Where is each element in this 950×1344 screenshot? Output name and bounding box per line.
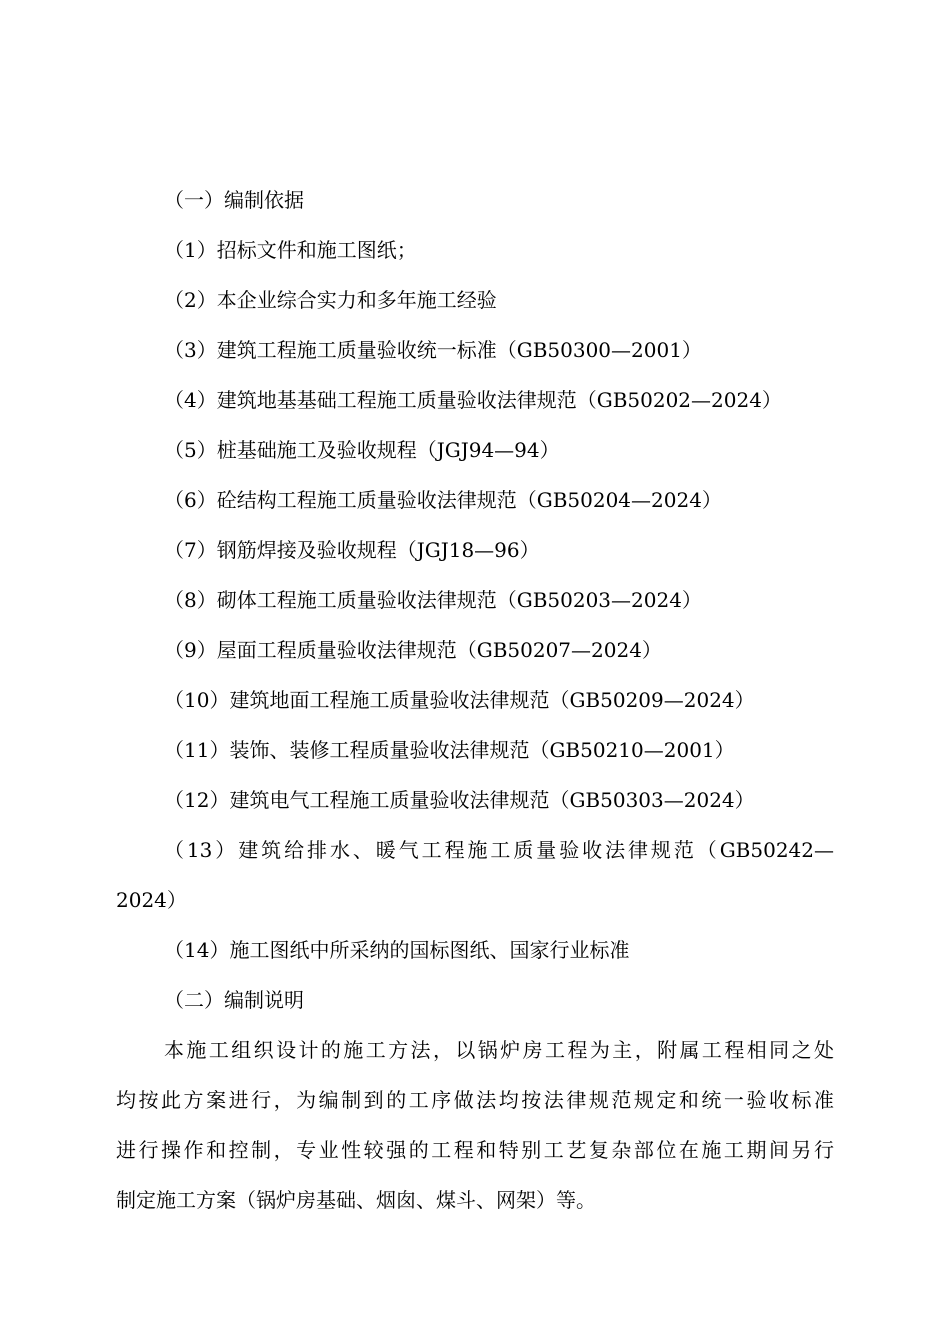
basis-item-9: （9）屋面工程质量验收法律规范（GB50207—2024）	[164, 638, 662, 662]
basis-item-1: （1）招标文件和施工图纸；	[164, 238, 417, 262]
basis-item-2: （2）本企业综合实力和多年施工经验	[164, 288, 497, 312]
section-heading-notes: （二）编制说明	[164, 988, 304, 1012]
basis-item-3: （3）建筑工程施工质量验收统一标准（GB50300—2001）	[164, 338, 702, 362]
basis-item-14: （14）施工图纸中所采纳的国标图纸、国家行业标准	[164, 938, 630, 962]
basis-item-8: （8）砌体工程施工质量验收法律规范（GB50203—2024）	[164, 588, 702, 612]
basis-item-13-line-2: 2024）	[116, 888, 187, 912]
basis-item-10: （10）建筑地面工程施工质量验收法律规范（GB50209—2024）	[164, 688, 755, 712]
basis-item-5: （5）桩基础施工及验收规程（JGJ94—94）	[164, 438, 560, 462]
notes-paragraph-line-1: 本施工组织设计的施工方法，以锅炉房工程为主，附属工程相同之处	[164, 1038, 834, 1062]
basis-item-11: （11）装饰、装修工程质量验收法律规范（GB50210—2001）	[164, 738, 735, 762]
notes-paragraph-line-4: 制定施工方案（锅炉房基础、烟囱、煤斗、网架）等。	[116, 1188, 596, 1212]
basis-item-12: （12）建筑电气工程施工质量验收法律规范（GB50303—2024）	[164, 788, 755, 812]
basis-item-6: （6）砼结构工程施工质量验收法律规范（GB50204—2024）	[164, 488, 722, 512]
basis-item-13-line-1: （13）建筑给排水、暖气工程施工质量验收法律规范（GB50242—	[164, 838, 834, 862]
basis-item-7: （7）钢筋焊接及验收规程（JGJ18—96）	[164, 538, 540, 562]
notes-paragraph-line-2: 均按此方案进行，为编制到的工序做法均按法律规范规定和统一验收标准	[116, 1088, 834, 1112]
section-heading-basis: （一）编制依据	[164, 188, 304, 212]
notes-paragraph-line-3: 进行操作和控制，专业性较强的工程和特别工艺复杂部位在施工期间另行	[116, 1138, 834, 1162]
basis-item-4: （4）建筑地基基础工程施工质量验收法律规范（GB50202—2024）	[164, 388, 782, 412]
